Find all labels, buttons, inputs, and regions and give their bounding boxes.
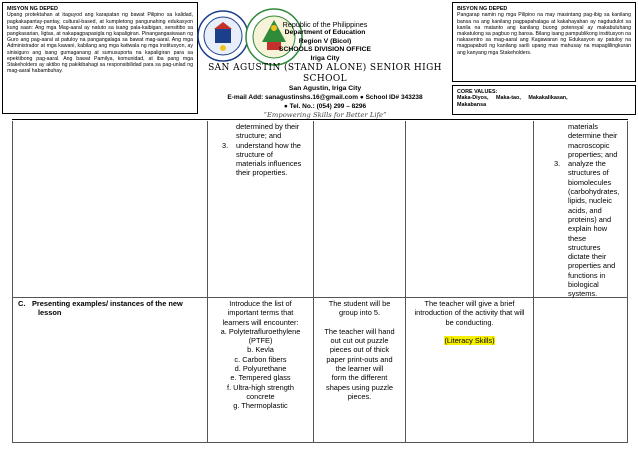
text-line: structures [568,242,601,252]
text-line: important terms that [227,308,294,318]
text-line: macroscopic [568,140,610,150]
address-line: San Agustin, Iriga City [288,85,362,93]
core-values-box [452,85,636,115]
table-column-divider [533,121,534,443]
terms-cell [208,299,313,411]
text-line [314,318,405,327]
vision-title: BISYON NG DEPED [457,6,508,12]
text-line: functions in [568,270,606,280]
table-border-right [627,121,628,443]
list-number: 3. [554,159,561,169]
text-line: (carbohydrates, [568,187,620,197]
text-line: dictate their [568,252,607,262]
text-line: pieces. [347,391,372,401]
text-line: structures of [568,168,609,178]
text-line: materials influences [236,159,302,169]
core-values-list [457,95,631,108]
mission-box [2,2,198,114]
email-line: E-mail Add: sanagustinshs.16@gmail.com ● School ID# 343238 [227,93,423,101]
text-line: materials [568,122,598,131]
text-line: form the different [331,373,388,383]
table-border-bottom [12,442,628,443]
objectives-cell-student [554,122,626,299]
student-activity-cell [314,299,405,401]
text-line: the learner will [335,364,384,374]
objectives-cell-teacher [222,122,310,178]
text-line: introduction of the activity that will [414,308,525,318]
vision-text: Pangarap namin ng mga Pilipino na may masintang pag-ibig sa kanilang bansa na ang kanilang pagpapahalaga at kakahayahan ay nagdudulot sa kanila na matanto ang kanilang buong potensyal ay makabuluhang makatulong sa pagbuo ng bansa. Bilang isang pampublikong institusyon na nakasentro sa mag-aaral ang Kagawaran ng Edukasyon ay patuloy na magpapabuti ng kanilang sarili upang mas mahusay na mapaglilingkuran ang kanyang mga Stakeholders. [457,12,631,56]
text-line: acids, and [568,205,602,215]
text-line: properties and [568,261,616,271]
text-line: be conducting. [445,317,494,327]
text-line: lipids, nucleic [568,196,612,206]
text-line: proteins) and [568,214,612,224]
text-line: their properties. [236,168,288,178]
text-line: structure of [236,149,273,159]
text-line: determined by their [236,122,300,131]
tel-line: ● Tel. No.: (054) 299 – 8296 [283,102,367,110]
text-line: biomolecules [568,177,612,187]
core-value: Makakalikasan, [528,95,568,102]
term-item: f. Ultra-high strength [227,382,294,392]
text-line: group into 5. [338,308,381,318]
term-item: b. Kevla [247,345,274,355]
table-column-divider [405,121,406,443]
term-item: g. Thermoplastic [233,401,288,411]
text-line: learners will encounter: [222,317,299,327]
term-item: e. Tempered glass [230,373,291,383]
text-line: shapes using puzzle [326,382,393,392]
school-name: SAN AGUSTIN (STAND ALONE) SENIOR HIGH SCHOOL [208,63,442,85]
mission-text: Upang protektahan at itaguyod ang karapatan ng bawat Pilipino sa kalidad, pagkakapantay-pantay, cultural-based, at kumpletong pangunahing edukasyon kung saan: Ang mga Mag-aaral ay natuto sa isang pala-kaibigan, sensitibo sa pangkasarian, ligtas, at nakapagpapasigla ng kapaligiran. Pinangangasiwaan ng Guro ang pag-aaral at patuloy na pangangalaga sa bawat mag-aaral. Ang mga Administrador at mga kawani, kabilang ang mga katiwala ng mga institusyon, ay sinisiguro ang isang gumaganang at sumusuporta na kapaligiran para sa epektibong pag-aaral. Ang bawat Pamilya, komunidad, at iba pang mga Stakeholders ay aktibo ng pakikibahagi sa responsibilidad para sa pag-unlad ng mag-aaral habambuhay. [7,12,193,75]
term-item: (PTFE) [248,336,273,346]
text-line: these [568,233,587,243]
term-item: d. Polyurethane [234,364,287,374]
division-line: SCHOOLS DIVISION OFFICE [278,46,372,54]
text-line: biological [568,280,599,290]
section-title: Presenting examples/ instances of the new [32,299,183,308]
text-line: out cut out puzzle [330,336,389,346]
core-values-title: CORE VALUES: [457,89,498,95]
text-line: systems. [568,289,598,299]
table-border-left [12,121,13,443]
teacher-activity-cell [406,299,533,345]
department-line: Department of Education [284,29,366,36]
text-line: The student will be [328,299,391,308]
section-label [18,299,206,318]
text-line: The teacher will give a brief [424,299,515,308]
text-line: structure; and [236,131,282,141]
mission-title: MISYON NG DEPED [7,6,58,12]
term-item: c. Carbon fibers [234,354,287,364]
text-line: analyze the [568,159,606,169]
text-line: properties; and [568,149,618,159]
section-letter: C. [18,299,26,308]
school-letterhead [200,20,450,120]
text-line: determine their [568,131,618,141]
list-item [554,159,626,298]
term-item: a. Polytetrafluroethylene [220,326,301,336]
city-line: Iriga City [310,54,340,62]
text-line: The teacher will hand [324,326,395,336]
term-item: concrete [246,391,275,401]
republic-line: Republic of the Philippines [282,20,368,29]
text-line: pieces out of thick [329,345,390,355]
text-line: Introduce the list of [229,299,292,308]
header-divider [12,119,628,120]
text-line: explain how [568,224,608,234]
region-line: Region V (Bicol) [298,37,352,45]
core-value: Makabansa [457,102,487,108]
list-item [222,141,310,178]
core-value: Maka-tao, [495,95,521,102]
text-line: understand how the [236,140,301,150]
list-number: 3. [222,140,229,150]
core-value: Maka-Diyos, [457,95,489,102]
literacy-skills-highlight: (Literacy Skills) [444,335,495,345]
section-title-cont: lesson [38,308,62,318]
slogan: “Empowering Skills for Better Life” [263,111,387,120]
table-row-divider [12,297,628,298]
text-line: paper print-outs and [326,354,393,364]
vision-box [452,2,636,82]
